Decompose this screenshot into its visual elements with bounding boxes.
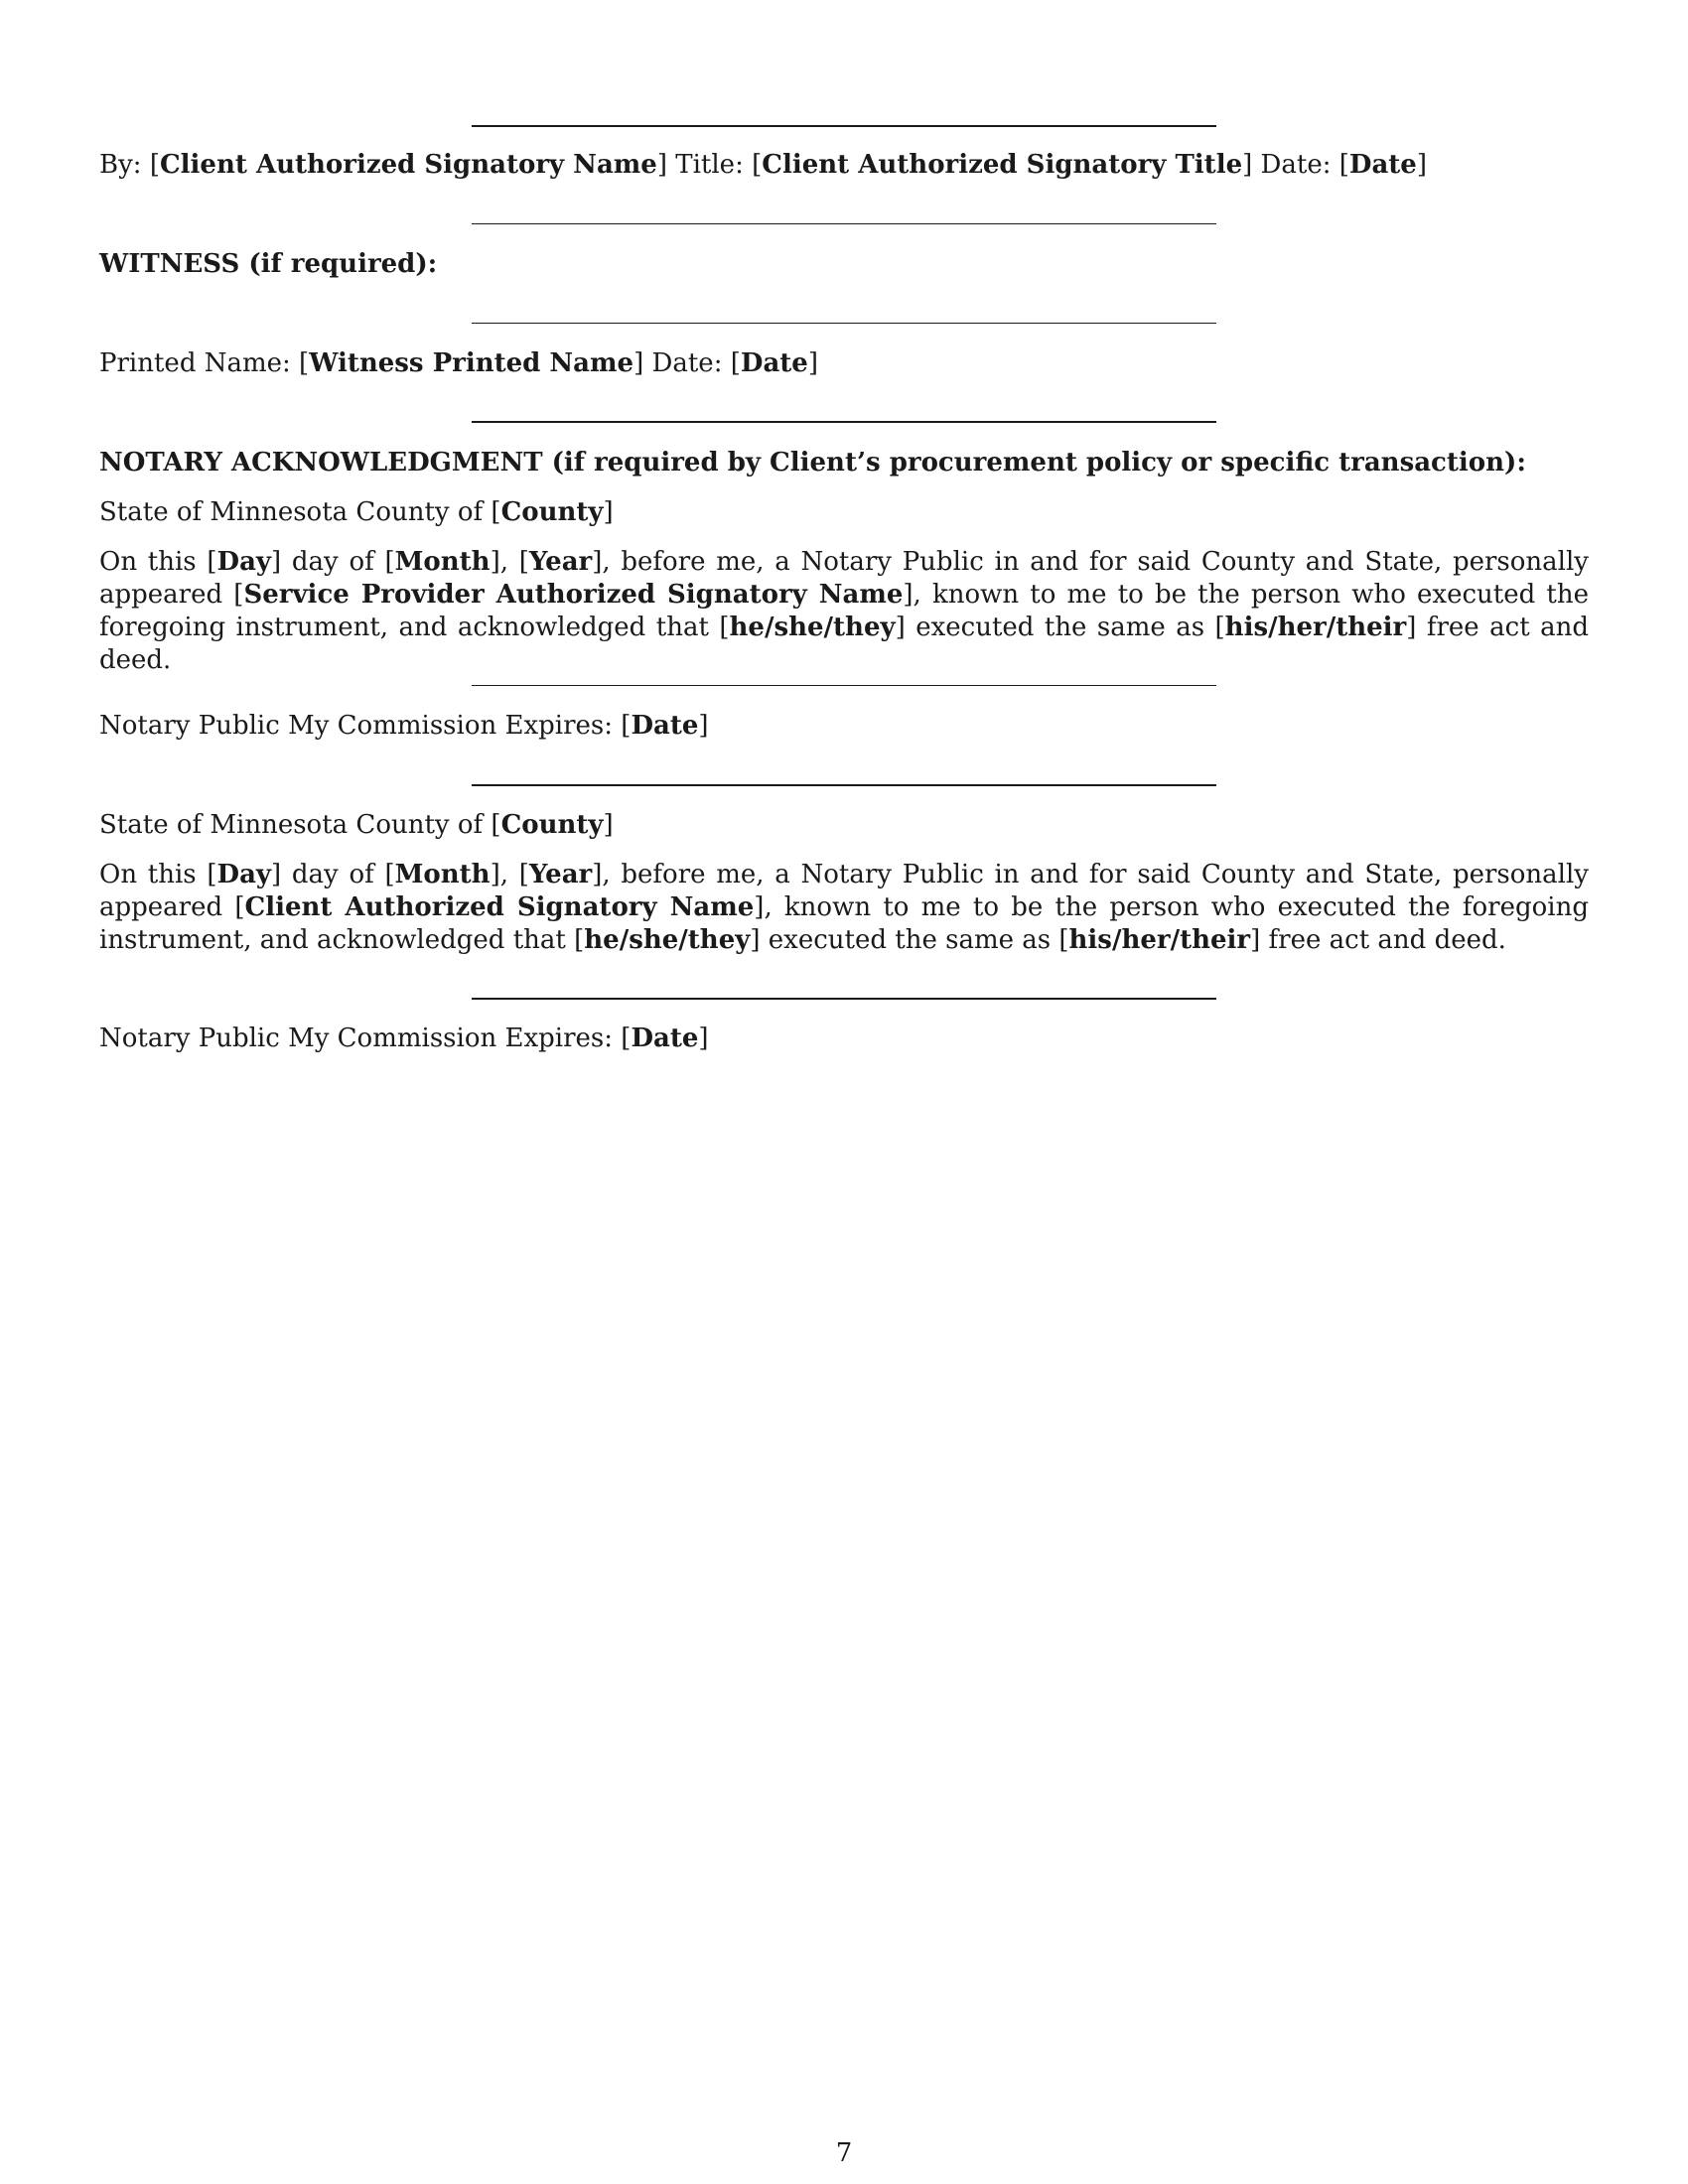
client-signature-date: Date	[1348, 150, 1417, 180]
client-signatory-title: Client Authorized Signatory Title	[762, 150, 1243, 180]
notary-state-county: State of Minnesota County of [County]	[99, 810, 614, 840]
witness-date-label: Date:	[651, 348, 723, 378]
possessive-placeholder: his/her/their	[1068, 925, 1251, 955]
notary-signature-line	[472, 685, 1216, 686]
notary-heading: NOTARY ACKNOWLEDGMENT (if required by Client’s procurement policy or specific transaction):	[99, 448, 1526, 478]
day-placeholder: Day	[216, 860, 272, 889]
notary-acknowledgment-paragraph: On this [Day] day of [Month], [Year], before me, a Notary Public in and for said County and State, personally appeared [Service Provider Authorized Signatory Name], known to me to be the person who executed the foregoing instrument, and acknowledged that [he/she/they] executed the same as [his/her/their] free act and deed.	[99, 547, 1589, 675]
divider-line	[472, 223, 1216, 224]
witness-heading: WITNESS (if required):	[99, 249, 438, 279]
county-placeholder: County	[500, 810, 604, 840]
year-placeholder: Year	[528, 547, 593, 577]
client-signature-line	[472, 125, 1216, 127]
pronoun-placeholder: he/she/they	[584, 925, 751, 955]
expires-date-placeholder: Date	[631, 1024, 699, 1053]
printed-name-label: Printed Name:	[99, 348, 291, 378]
witness-printed-name: Witness Printed Name	[309, 348, 634, 378]
notary-state-county: State of Minnesota County of [County]	[99, 497, 614, 527]
notary-commission-expires: Notary Public My Commission Expires: [Date]	[99, 711, 709, 741]
client-signatory-name: Client Authorized Signatory Name	[159, 150, 657, 180]
month-placeholder: Month	[394, 860, 491, 889]
possessive-placeholder: his/her/their	[1224, 613, 1407, 642]
day-placeholder: Day	[216, 547, 272, 577]
by-label: By:	[99, 150, 142, 180]
witness-date: Date	[740, 348, 808, 378]
witness-signature-line	[472, 323, 1216, 324]
signatory-placeholder: Service Provider Authorized Signatory Name	[243, 580, 904, 610]
divider-line	[472, 421, 1216, 423]
pronoun-placeholder: he/she/they	[729, 613, 896, 642]
title-label: Title:	[675, 150, 744, 180]
notary-acknowledgment-paragraph: On this [Day] day of [Month], [Year], before me, a Notary Public in and for said County and State, personally appeared [Client Authorized Signatory Name], known to me to be the person who executed the foregoing instrument, and acknowledged that [he/she/they] executed the same as [his/her/their] free act and deed.	[99, 860, 1589, 955]
year-placeholder: Year	[528, 860, 593, 889]
date-label: Date:	[1260, 150, 1332, 180]
notary-commission-expires: Notary Public My Commission Expires: [Date]	[99, 1024, 709, 1053]
divider-line	[472, 784, 1216, 786]
signatory-placeholder: Client Authorized Signatory Name	[244, 892, 755, 922]
notary-signature-line	[472, 998, 1216, 1000]
page-number: 7	[835, 2138, 853, 2168]
client-signature-details: By: [Client Authorized Signatory Name] Title: [Client Authorized Signatory Title] Date: [Date]	[99, 150, 1428, 180]
county-placeholder: County	[500, 497, 604, 527]
witness-details: Printed Name: [Witness Printed Name] Date: [Date]	[99, 348, 818, 378]
month-placeholder: Month	[394, 547, 491, 577]
expires-date-placeholder: Date	[631, 711, 699, 741]
